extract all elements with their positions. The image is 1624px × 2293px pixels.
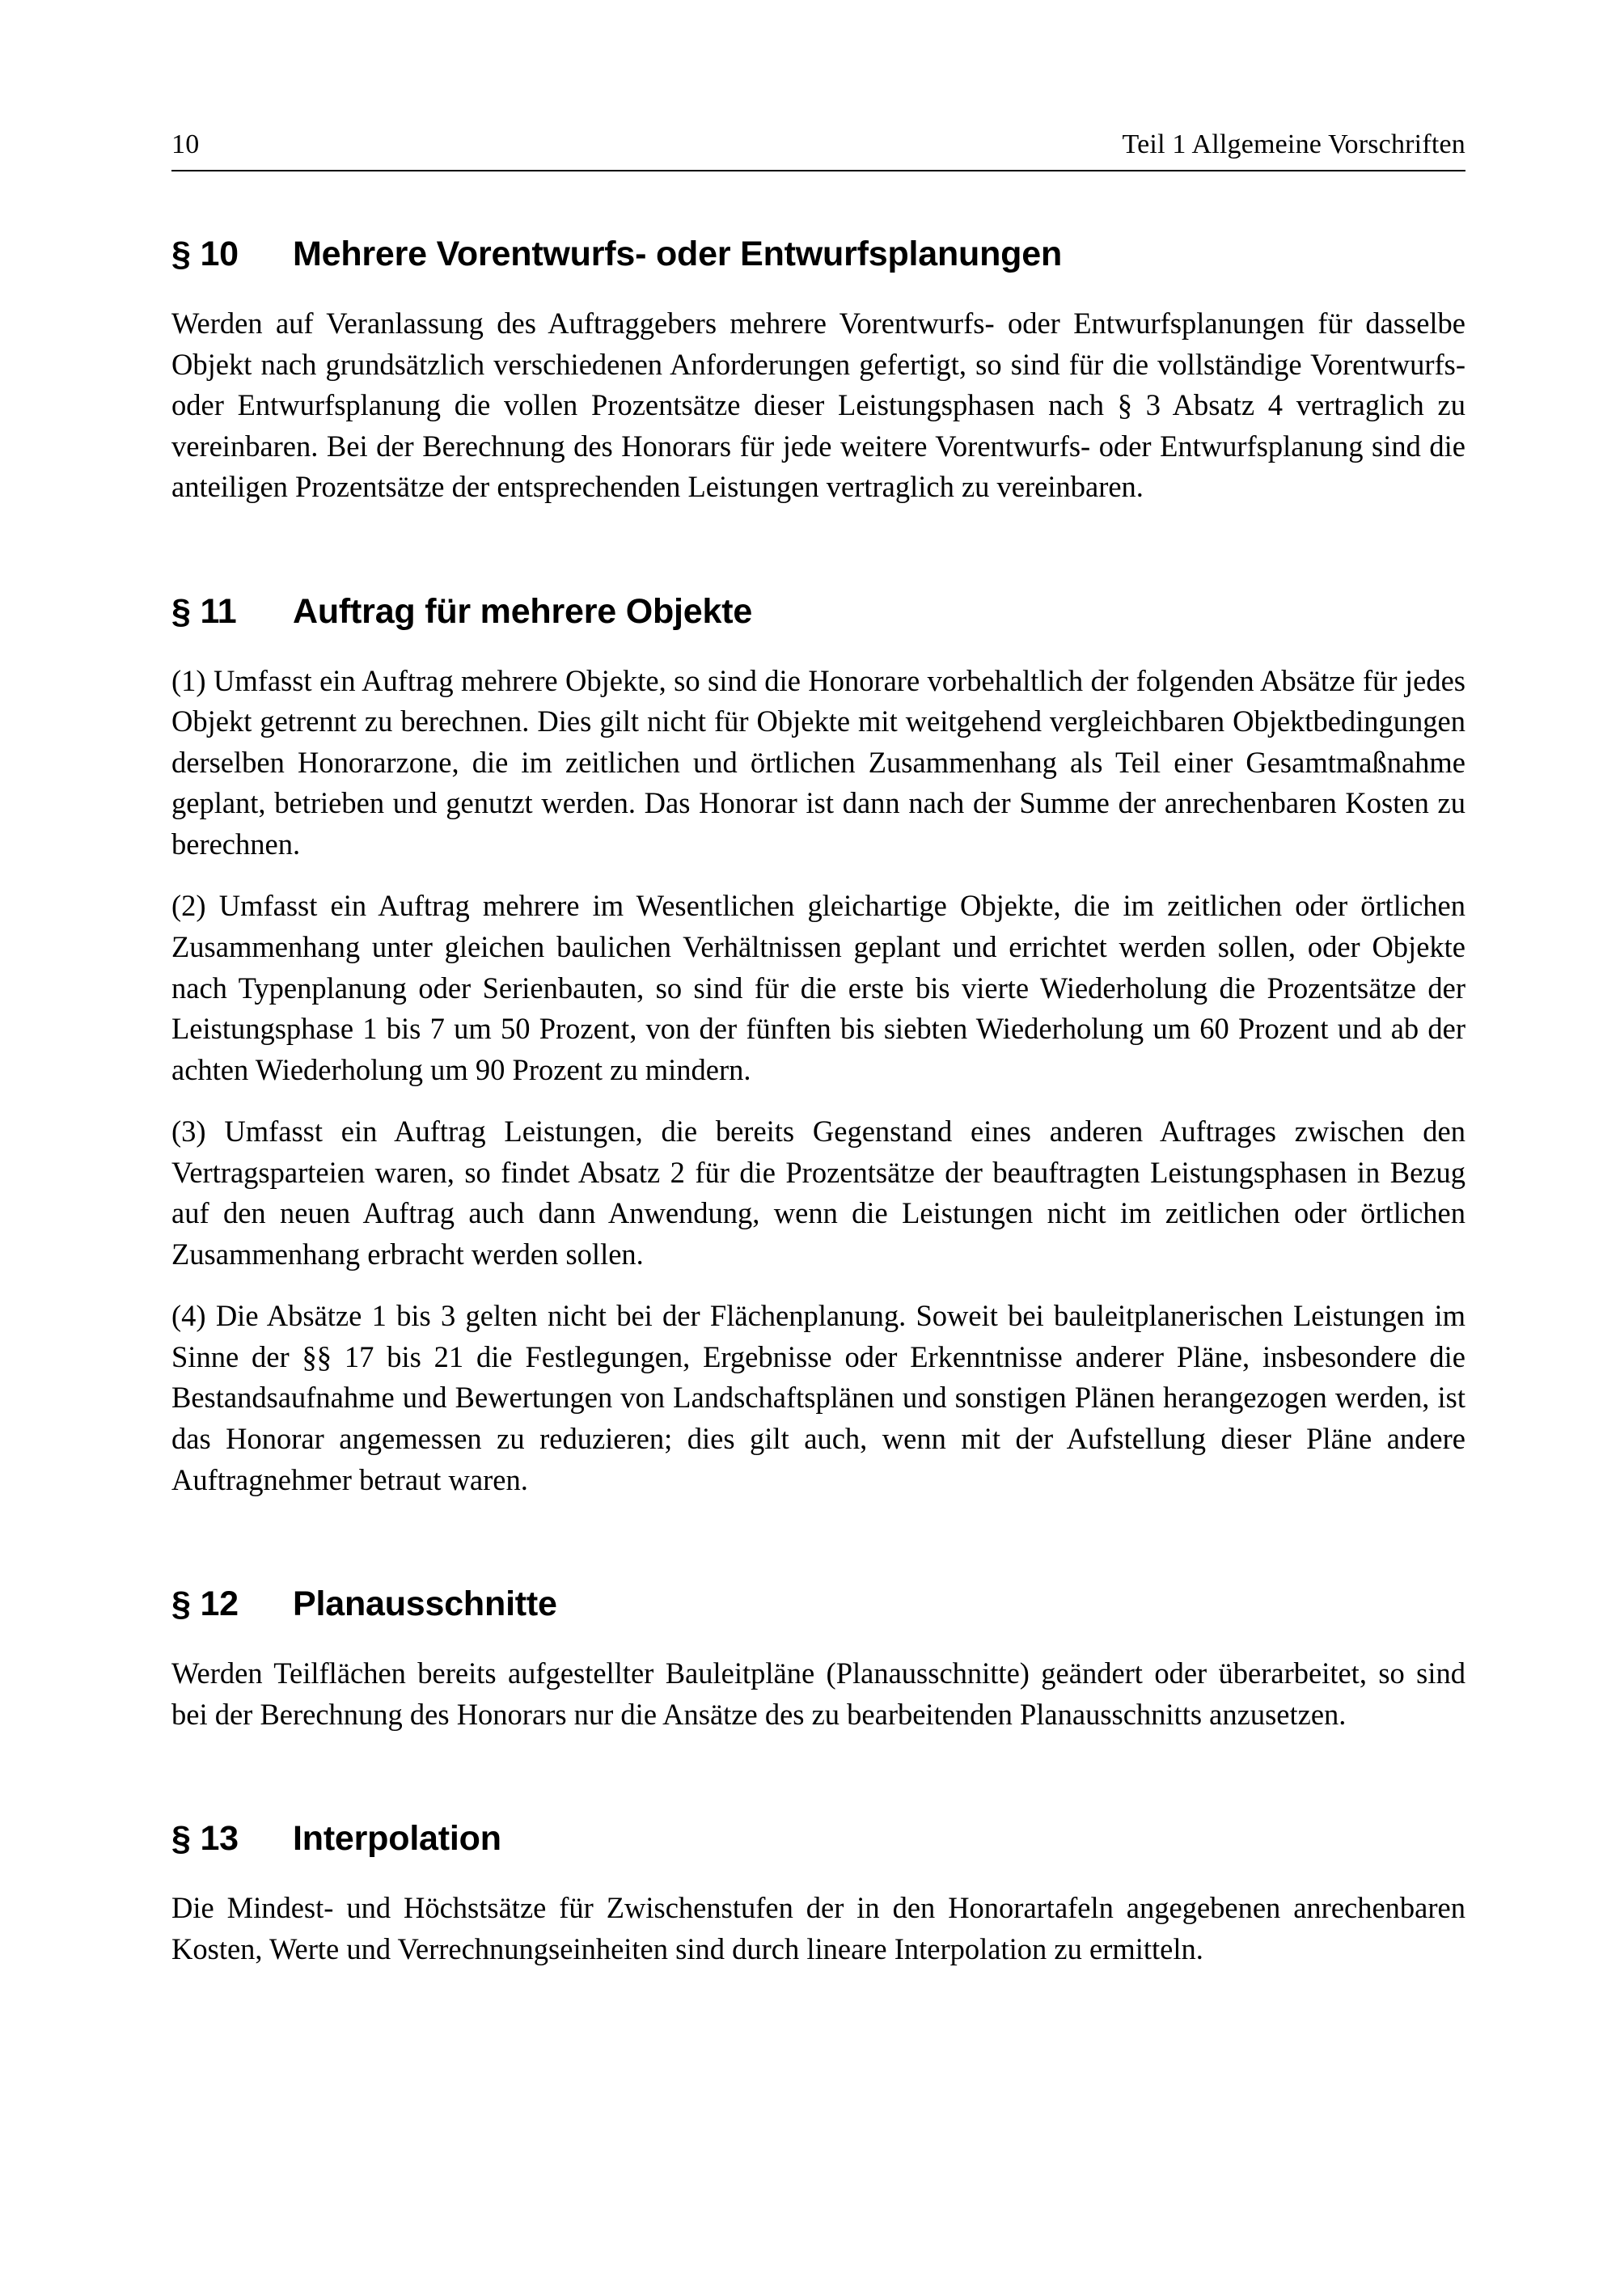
section-title-12: Planausschnitte [293, 1584, 557, 1624]
spacer [171, 1735, 1465, 1819]
section-heading-10 [171, 235, 1465, 274]
section-number-10: § 10 [171, 235, 239, 273]
spacer [171, 1624, 1465, 1653]
section-number-11: § 11 [171, 591, 237, 631]
running-title: Teil 1 Allgemeine Vorschriften [1122, 129, 1465, 159]
spacer [171, 1275, 1465, 1296]
paragraph: Werden Teilflächen bereits aufgestellter Bauleitpläne (Planausschnitte) geändert oder überarbeitet, so sind bei der Berechnung des Honorars nur die Ansätze des zu bearbeitenden Planausschnitts anzusetzen. [171, 1656, 1465, 1731]
spacer [171, 508, 1465, 592]
paragraph: (2) Umfasst ein Auftrag mehrere im Wesentlichen gleichartige Objekte, die im zeitlichen oder örtlichen Zusammenhang unter gleichen baulichen Verhältnissen geplant und errichtet werden sollen, oder Objekte nach Typenplanung oder Serienbauten, so sind für die erste bis vierte Wiederholung die Prozentsätze der Leistungsphase 1 bis 7 um 50 Prozent, von der fünften bis siebten Wiederholung um 60 Prozent und ab der achten Wiederholung um 90 Prozent zu mindern. [171, 889, 1465, 1086]
spacer [171, 865, 1465, 886]
section-title-11: Auftrag für mehrere Objekte [293, 591, 753, 631]
paragraph: Werden auf Veranlassung des Auftraggebers mehrere Vorentwurfs- oder Entwurfsplanungen für dasselbe Objekt nach grundsätzlich verschiedenen Anforderungen gefertigt, so sind für die vollständige Vorentwurfs- oder Entwurfsplanung die vollen Prozentsätze dieser Leistungsphasen nach § 3 Absatz 4 vertraglich zu vereinbaren. Bei der Berechnung des Honorars für jede weitere Vorentwurfs- oder Entwurfsplanung sind die anteiligen Prozentsätze der entsprechenden Leistungen vertraglich zu vereinbaren. [171, 307, 1465, 504]
section-title-10: Mehrere Vorentwurfs- oder Entwurfsplanungen [293, 235, 1063, 273]
spacer [171, 1500, 1465, 1584]
section-heading-11 [171, 592, 1465, 632]
section-number-13: § 13 [171, 1819, 239, 1859]
spacer [171, 171, 1465, 235]
spacer [171, 1859, 1465, 1888]
section-number-12: § 12 [171, 1584, 239, 1624]
paragraph: (4) Die Absätze 1 bis 3 gelten nicht bei der Flächenplanung. Soweit bei bauleitplanerischen Leistungen im Sinne der §§ 17 bis 21 die Festlegungen, Ergebnisse oder Erkenntnisse anderer Pläne, insbesondere die Bestandsaufnahme und Bewertungen von Landschaftsplänen und sonstigen Plänen herangezogen werden, ist das Honorar angemessen zu reduzieren; dies gilt auch, wenn mit der Aufstellung dieser Pläne andere Auftragnehmer betraut waren. [171, 1299, 1465, 1496]
page-content [171, 129, 1465, 1969]
spacer [171, 274, 1465, 303]
paragraph: (3) Umfasst ein Auftrag Leistungen, die bereits Gegenstand eines anderen Auftrages zwischen den Vertragsparteien waren, so findet Absatz 2 für die Prozentsätze der beauftragten Leistungsphasen in Bezug auf den neuen Auftrag auch dann Anwendung, wenn die Leistungen nicht im zeitlichen oder örtlichen Zusammenhang erbracht werden sollen. [171, 1115, 1465, 1271]
spacer [171, 632, 1465, 661]
spacer [171, 1090, 1465, 1111]
paragraph: Die Mindest- und Höchstsätze für Zwischenstufen der in den Honorartafeln angegebenen anrechenbaren Kosten, Werte und Verrechnungseinheiten sind durch lineare Interpolation zu ermitteln. [171, 1891, 1465, 1965]
page-number: 10 [171, 129, 200, 159]
paragraph: (1) Umfasst ein Auftrag mehrere Objekte, so sind die Honorare vorbehaltlich der folgenden Absätze für jedes Objekt getrennt zu berechnen. Dies gilt nicht für Objekte mit weitgehend vergleichbaren Objektbedingungen derselben Honorarzone, die im zeitlichen und örtlichen Zusammenhang als Teil einer Gesamtmaßnahme geplant, betrieben und genutzt werden. Das Honorar ist dann nach der Summe der anrechenbaren Kosten zu berechnen. [171, 663, 1465, 861]
section-heading-13 [171, 1819, 1465, 1859]
section-title-13: Interpolation [293, 1819, 501, 1859]
running-header [171, 129, 1465, 160]
section-heading-12 [171, 1584, 1465, 1624]
